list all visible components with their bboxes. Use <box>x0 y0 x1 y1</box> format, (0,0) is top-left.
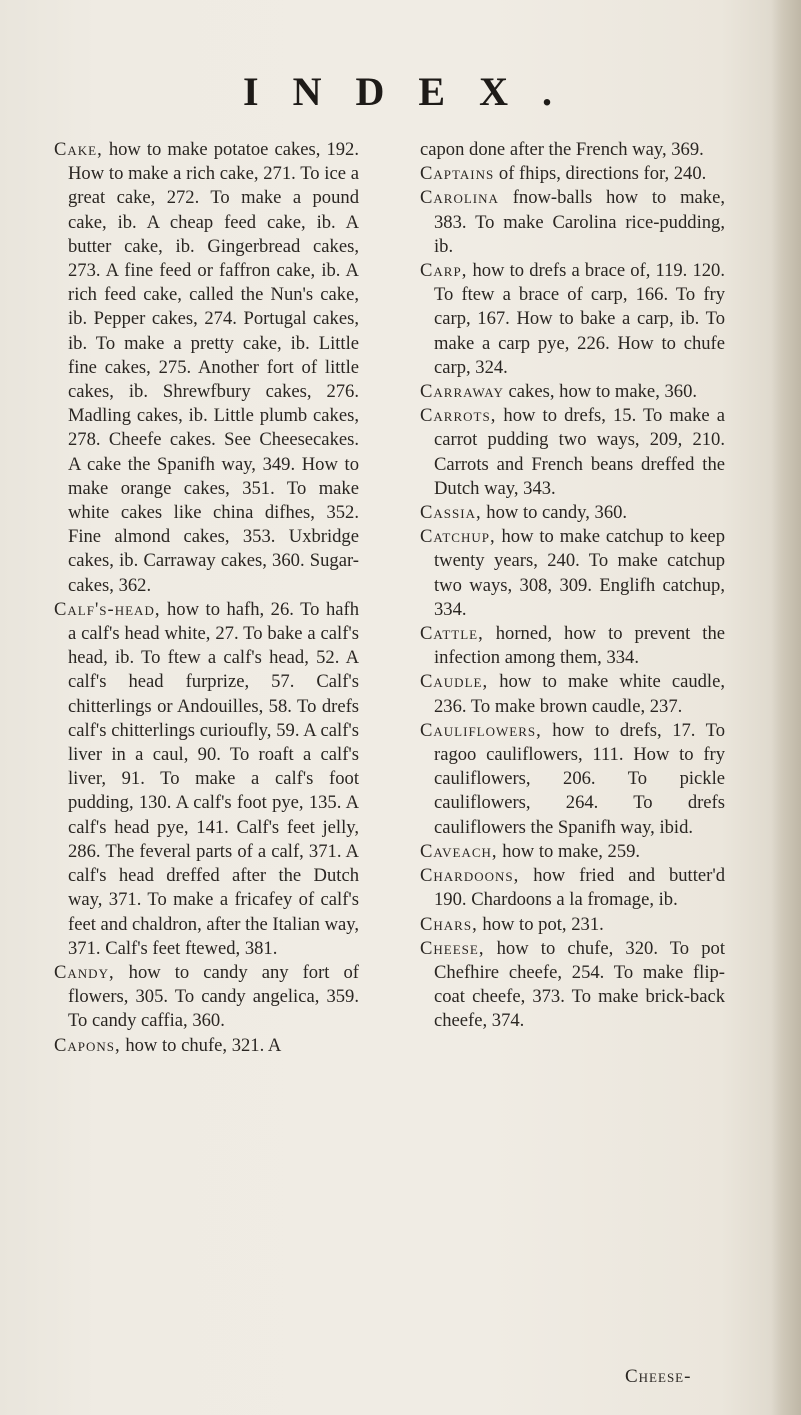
entry-text: how to chufe, 320. To pot Chefhire cheefe, 254. To make flip-coat cheefe, 373. To make brick-back cheefe, 374. <box>434 937 725 1032</box>
entry-text: capon done after the French way, 369. <box>420 139 704 160</box>
index-entry <box>420 501 725 525</box>
entry-text: of fhips, directions for, 240. <box>494 163 707 185</box>
index-entry <box>420 840 725 864</box>
entry-text: cakes, how to make, 360. <box>503 381 698 403</box>
entry-text: how to candy, 360. <box>481 502 628 524</box>
entry-text: how to chufe, 321. A <box>120 1034 282 1056</box>
index-entry <box>420 259 725 380</box>
entry-text: horned, how to prevent the infection among them, 334. <box>434 623 725 669</box>
index-entry <box>54 138 359 598</box>
index-entry <box>420 162 725 186</box>
entry-text: how to make catchup to keep twenty years, 240. To make catchup two ways, 308, 309. Englifh catchup, 334. <box>434 526 725 620</box>
index-entry <box>420 937 725 1034</box>
page-header: INDEX. <box>243 69 586 114</box>
entry-headword: Carolina <box>420 187 499 209</box>
index-entry <box>420 864 725 912</box>
left-column <box>54 138 359 1058</box>
page-edge-shadow <box>771 0 801 1415</box>
entry-headword: Catchup, <box>420 526 496 548</box>
index-entry <box>420 525 725 622</box>
entry-headword: Carrots, <box>420 405 497 427</box>
entry-text: fnow-balls how to make, 383. To make Carolina rice-pudding, ib. <box>434 187 725 257</box>
entry-headword: Candy, <box>54 961 115 983</box>
entry-headword: Carp, <box>420 260 468 282</box>
index-entry <box>54 961 359 1034</box>
entry-headword: Cheese, <box>420 937 485 959</box>
entry-headword: Caudle, <box>420 671 489 693</box>
entry-text: how to make potatoe cakes, 192. How to make a rich cake, 271. To ice a great cake, 272. To make a pound cake, ib. A cheap feed cake, ib. A butter cake, ib. Gingerbread cakes, 273. A fine feed or faffron cake, ib. A rich feed cake, called the Nun's cake, ib. Pepper cakes, 274. Portugal cakes, ib. To make a pretty cake, ib. Little fine cakes, 275. Another fort of little cakes, ib. Shrewfbury cakes, 276. Madling cakes, ib. Little plumb cakes, 278. Cheefe cakes. See Cheesecakes. A cake the Spanifh way, 349. How to make orange cakes, 351. To make white cakes like china difhes, 352. Fine almond cakes, 353. Uxbridge cakes, ib. Carraway cakes, 360. Sugar-cakes, 362. <box>68 139 359 596</box>
entry-text: how to drefs a brace of, 119. 120. To ftew a brace of carp, 166. To fry carp, 167. How to bake a carp, ib. To make a carp pye, 226. How to chufe carp, 324. <box>434 260 725 378</box>
index-entry <box>420 622 725 670</box>
entry-headword: Cake, <box>54 139 103 160</box>
right-column <box>420 138 725 1034</box>
entry-text: how to candy any fort of flowers, 305. To candy angelica, 359. To candy caffia, 360. <box>68 961 359 1032</box>
entry-headword: Caveach, <box>420 840 498 862</box>
entry-text: how fried and butter'd 190. Chardoons a la fromage, ib. <box>434 865 725 911</box>
entry-headword: Cassia, <box>420 502 482 524</box>
entry-headword: Capons, <box>54 1034 121 1056</box>
index-entry <box>420 404 725 501</box>
entry-headword: Cattle, <box>420 623 484 645</box>
index-entry <box>54 1034 359 1058</box>
entry-headword: Chardoons, <box>420 865 520 887</box>
entry-headword: Carraway <box>420 381 504 403</box>
index-entry <box>420 186 725 259</box>
entry-text: how to make white caudle, 236. To make brown caudle, 237. <box>434 671 725 717</box>
index-entry-continued <box>420 138 725 162</box>
index-entry <box>54 598 359 961</box>
index-entry <box>420 913 725 937</box>
index-entry <box>420 719 725 840</box>
catchword: Cheese- <box>625 1366 692 1387</box>
entry-headword: Calf's-head, <box>54 598 161 620</box>
entry-text: how to pot, 231. <box>477 913 604 935</box>
entry-text: how to drefs, 15. To make a carrot pudding two ways, 209, 210. Carrots and French beans dreffed the Dutch way, 343. <box>434 405 725 499</box>
entry-text: how to hafh, 26. To hafh a calf's head white, 27. To bake a calf's head, ib. To ftew a calf's head, 52. A calf's head furprize, 57. Calf's chitterlings or Andouilles, 58. To drefs calf's chitterlings curioufly, 59. A calf's liver in a caul, 90. To roaft a calf's liver, 91. To make a calf's foot pudding, 130. A calf's foot pye, 135. A calf's head pye, 141. Calf's feet jelly, 286. The feveral parts of a calf, 371. A calf's head dreffed after the Dutch way, 371. To make a fricafey of calf's feet and chaldron, after the Italian way, 371. Calf's feet ftewed, 381. <box>68 598 359 959</box>
entry-headword: Chars, <box>420 913 478 935</box>
entry-text: how to make, 259. <box>497 840 641 862</box>
entry-headword: Cauliflowers, <box>420 719 542 741</box>
entry-text: how to drefs, 17. To ragoo cauliflowers, 111. How to fry cauliflowers, 206. To pickle cauliflowers, 264. To drefs cauliflowers the Spanifh way, ibid. <box>434 719 725 838</box>
index-entry <box>420 380 725 404</box>
entry-headword: Captains <box>420 163 495 185</box>
index-entry <box>420 670 725 718</box>
